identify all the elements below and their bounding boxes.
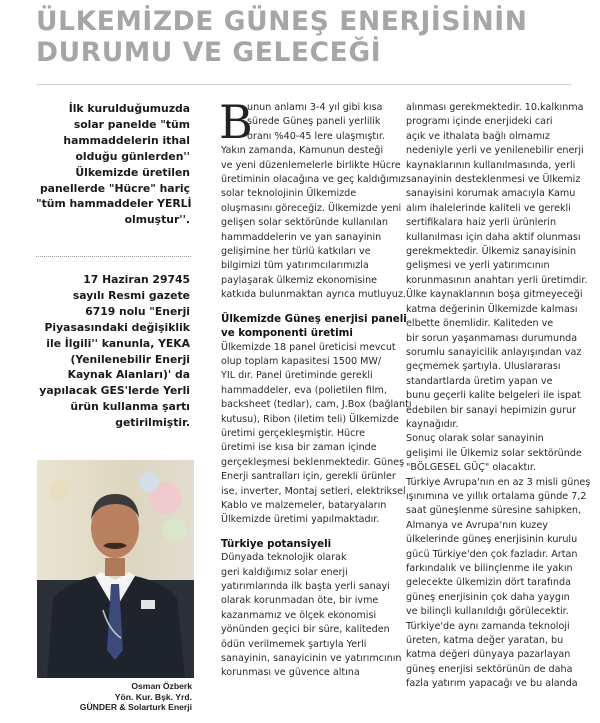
drop-cap: B (219, 95, 253, 149)
pull-quote-line: hammaddelerin ithal (63, 133, 190, 147)
title-line-2: DURUMU VE GELECEĞİ (36, 37, 382, 68)
body-text-line: farkındalık ve bilinçlenme ile yakın (406, 563, 573, 574)
body-text-line: oluşmasını göreceğiz. Ülkemizde yeni (221, 202, 402, 214)
body-text-line: unun anlamı 3-4 yıl gibi kısa (247, 102, 383, 113)
body-text-line: Ülkemizde üretimi yapılmaktadır. (221, 514, 380, 526)
title-divider (36, 84, 572, 85)
body-text-line: bunu geçerli kalite belgeleri ile ispat (406, 390, 581, 402)
body-text-line: üreten, katma değer yaratan, bu (406, 635, 564, 647)
body-text-line: açık ve ithalata bağlı olmamız (406, 130, 550, 142)
body-text-line: sürede Güneş paneli yerlilik (247, 116, 381, 128)
body-text-line: backsheet (tedlar), cam, J.Box (bağlantı (221, 399, 412, 411)
pull-quote-line: Piyasasındaki değişiklik (44, 320, 190, 334)
body-text-line: güneş enerjisi sektörünün de daha (406, 663, 573, 675)
body-text-line: sanayisini korumak amacıyla Kamu (406, 188, 576, 200)
body-text-line: kaynağıdır. (406, 418, 459, 430)
caption-name: Osman Özberk (131, 681, 192, 691)
body-text-line: Dünyada teknolojik olarak (221, 552, 347, 564)
body-text-line: Ülke kaynaklarının boşa gitmeyeceği (406, 289, 583, 301)
body-text-line: paylaşarak ülkemiz ekonomisine (221, 274, 378, 286)
body-text-line: ve bilinçli kullanıldığı görülecektir. (406, 606, 569, 618)
body-text-line: edebilen bir sanayi hepimizin gurur (406, 404, 577, 416)
portrait-photo (37, 460, 194, 678)
body-text-line: ışınımına ve yıllık ortalama günde 7,2 (406, 490, 587, 502)
pull-quote-separator (36, 256, 191, 257)
body-text-line: gerçekleşmesi beklenmektedir. Güneş (221, 456, 405, 468)
body-text-line: saat güneşlenme süresine sahipken, (406, 505, 582, 517)
body-text-line: korunmasının anahtarı yerli üretimdir. (406, 274, 588, 286)
body-text-line: bir sorun yaşanmaması durumunda (406, 332, 578, 344)
pull-quote-line: ürün kullanma şartı (70, 400, 190, 414)
pull-quote-line: İlk kurulduğumuzda (68, 102, 190, 115)
pull-quote-line: sayılı Resmi gazete (72, 288, 190, 302)
body-text-line: katma değerinin Ülkemizde kalması (406, 303, 578, 315)
body-text-line: geri kaldığımız solar enerji (221, 566, 348, 578)
body-text-line: Almanya ve Avrupa'nın kuzey (406, 519, 548, 531)
portrait-illustration (37, 460, 194, 678)
body-text-line: ülkelerinde güneş enerjisinin kurulu (406, 534, 578, 546)
body-text-line: sanayinin, sanayicinin ve yatırımcının (221, 653, 402, 665)
section-heading: ve komponenti üretimi (221, 327, 353, 340)
body-text-line: sorumlu sanayicilik anlayışından vaz (406, 346, 582, 358)
body-text-line: gelişen solar sektöründe kullanılan (221, 217, 388, 229)
body-text-line: katkıda bulunmaktan ayrıca mutluyuz. (221, 289, 406, 301)
body-text-line: alım ihalelerinde kaliteli ve gerekli (406, 202, 571, 214)
body-text-line: yatırımlarında ilk başta yerli sanayi (221, 581, 390, 592)
paragraph-gap (221, 528, 393, 537)
body-text-line: programı içinde enerjideki cari (406, 116, 553, 128)
pull-quote-1 (36, 101, 190, 228)
body-text-line: korunması ve güvence altına (221, 667, 360, 679)
pull-quote-line: Ülkemizde üretilen (75, 165, 190, 179)
body-text-line: gelişmesi ve yerli yatırımcının (406, 260, 550, 272)
body-text-line: güneş enerjisinin çok daha yaygın (406, 591, 570, 603)
body-text-line: elbette önemlidir. Kaliteden ve (406, 318, 554, 330)
paragraph-gap (221, 303, 393, 312)
body-text-line: gelişimine her türlü katkıları ve (221, 246, 371, 258)
body-text-line: Türkiye'de aynı zamanda teknoloji (406, 620, 570, 632)
body-text-line: standartlarda üretim yapan ve (406, 375, 553, 387)
body-text-line: YIL dır. Panel üretiminde gerekli (221, 370, 373, 382)
article-column-3 (406, 101, 591, 692)
pull-quote-line: 17 Haziran 29745 (83, 273, 190, 286)
section-heading: Türkiye potansiyeli (221, 537, 332, 550)
article-column-2 (219, 95, 412, 681)
body-text-line: gelecekte ülkemizin dört tarafında (406, 577, 571, 589)
body-text-line: solar teknolojinin Ülkemizde (221, 188, 357, 200)
body-text-line: ödün verilmemek şartıyla Yerli (221, 638, 367, 650)
pull-quote-line: solar panelde "tüm (73, 117, 190, 131)
body-text-line: sertifikalara haiz yerli ürünlerin (406, 217, 557, 229)
body-text-line: olup toplam kapasitesi 1500 MW/ (221, 355, 382, 367)
body-text-line: Sonuç olarak solar sanayinin (406, 433, 544, 445)
pull-quote-line: "tüm hammaddeler YERLİ (36, 197, 192, 211)
body-text-line: gerekmektedir. Ülkemiz sanayisinin (406, 246, 577, 258)
body-text-line: Enerji santralları için, gerekli ürünler (221, 471, 396, 483)
body-text-line: hammaddeler, eva (polietilen film, (221, 384, 387, 396)
pull-quote-line: ile İlgili'' kanunla, YEKA (46, 336, 190, 350)
pull-quote-line: yapılacak GES'lerde Yerli (39, 384, 190, 398)
body-text-line: bilgimizi tüm yatırımcılarımızla (221, 260, 369, 272)
body-text-line: gelişimi ile Ülkemiz solar sektöründe (406, 447, 582, 459)
pull-quote-line: Kaynak Alanları)' da (67, 368, 190, 382)
body-text-line: üretimi ise kısa bir zaman içinde (221, 442, 377, 454)
body-text-line: üretimi gerçekleşmiştir. Hücre (221, 427, 366, 439)
photo-caption (36, 681, 192, 713)
pull-quote-line: 6719 nolu "Enerji (85, 304, 190, 318)
body-text-line: Kablo ve malzemeler, bataryaların (221, 499, 387, 511)
pull-quote-2 (36, 272, 190, 431)
body-text-line: fazla yatırım yapacağı ve bu alanda (406, 678, 578, 690)
body-text-line: üretiminin olacağına ve geç kaldığımız (221, 174, 406, 186)
body-text-line: gücü Türkiye'den çok fazladır. Artan (406, 548, 578, 560)
body-text-line: hammaddelerin ve yan sanayinin (221, 231, 382, 243)
pull-quote-line: olduğu günlerden'' (75, 149, 190, 163)
pull-quote-line: getirilmiştir. (115, 416, 190, 430)
article-title (36, 6, 576, 68)
body-text-line: "BÖLGESEL GÜÇ" olacaktır. (406, 462, 537, 474)
body-text-line: alınması gerekmektedir. 10.kalkınma (406, 102, 584, 113)
body-text-line: Ülkemizde 18 panel üreticisi mevcut (221, 341, 396, 353)
body-text-line: geçmemek şartıyla. Uluslararası (406, 361, 561, 373)
body-text-line: kazanmamız ve ölçek ekonomisi (221, 609, 377, 621)
title-line-1: ÜLKEMİZDE GÜNEŞ ENERJİSİNİN (36, 6, 528, 37)
body-text-line: yönünden geçici bir süre, kaliteden (221, 624, 390, 636)
body-text-line: oranı %40-45 lere ulaşmıştır. (247, 130, 385, 142)
body-text-line: nedeniyle yerli ve yenilenebilir enerji (406, 145, 584, 157)
body-text-line: kaynaklarının kullanılmasında, yerli (406, 159, 576, 171)
body-text-line: ise, inverter, Montaj setleri, elektriksel (221, 485, 406, 497)
caption-role: Yön. Kur. Bşk. Yrd. (114, 691, 192, 702)
pull-quote-line: (Yenilenebilir Enerji (70, 352, 190, 366)
pull-quote-line: olmuştur''. (124, 213, 190, 227)
body-text-line: kutusu), Ribon (iletim teli) Ülkemizde (221, 413, 399, 425)
body-text-line: Yakın zamanda, Kamunun desteği (221, 145, 384, 157)
body-text-line: sanayinin desteklenmesi ve Ülkemiz (406, 174, 581, 186)
section-heading: Ülkemizde Güneş enerjisi paneli (221, 312, 407, 325)
pull-quote-line: panellerde "Hücre" hariç (39, 181, 190, 195)
caption-company: GÜNDER & Solarturk Enerji (79, 702, 192, 713)
body-text-line: katma değeri dünyaya pazarlayan (406, 649, 571, 661)
body-text-line: kullanılması için daha aktif olunması (406, 231, 581, 243)
body-text-line: olarak korunmadan öte, bir ivme (221, 595, 379, 607)
body-text-line: ve yeni düzenlemelerle birlikte Hücre (221, 159, 401, 171)
body-text-line: Türkiye Avrupa'nın en az 3 misli güneş (406, 476, 591, 488)
